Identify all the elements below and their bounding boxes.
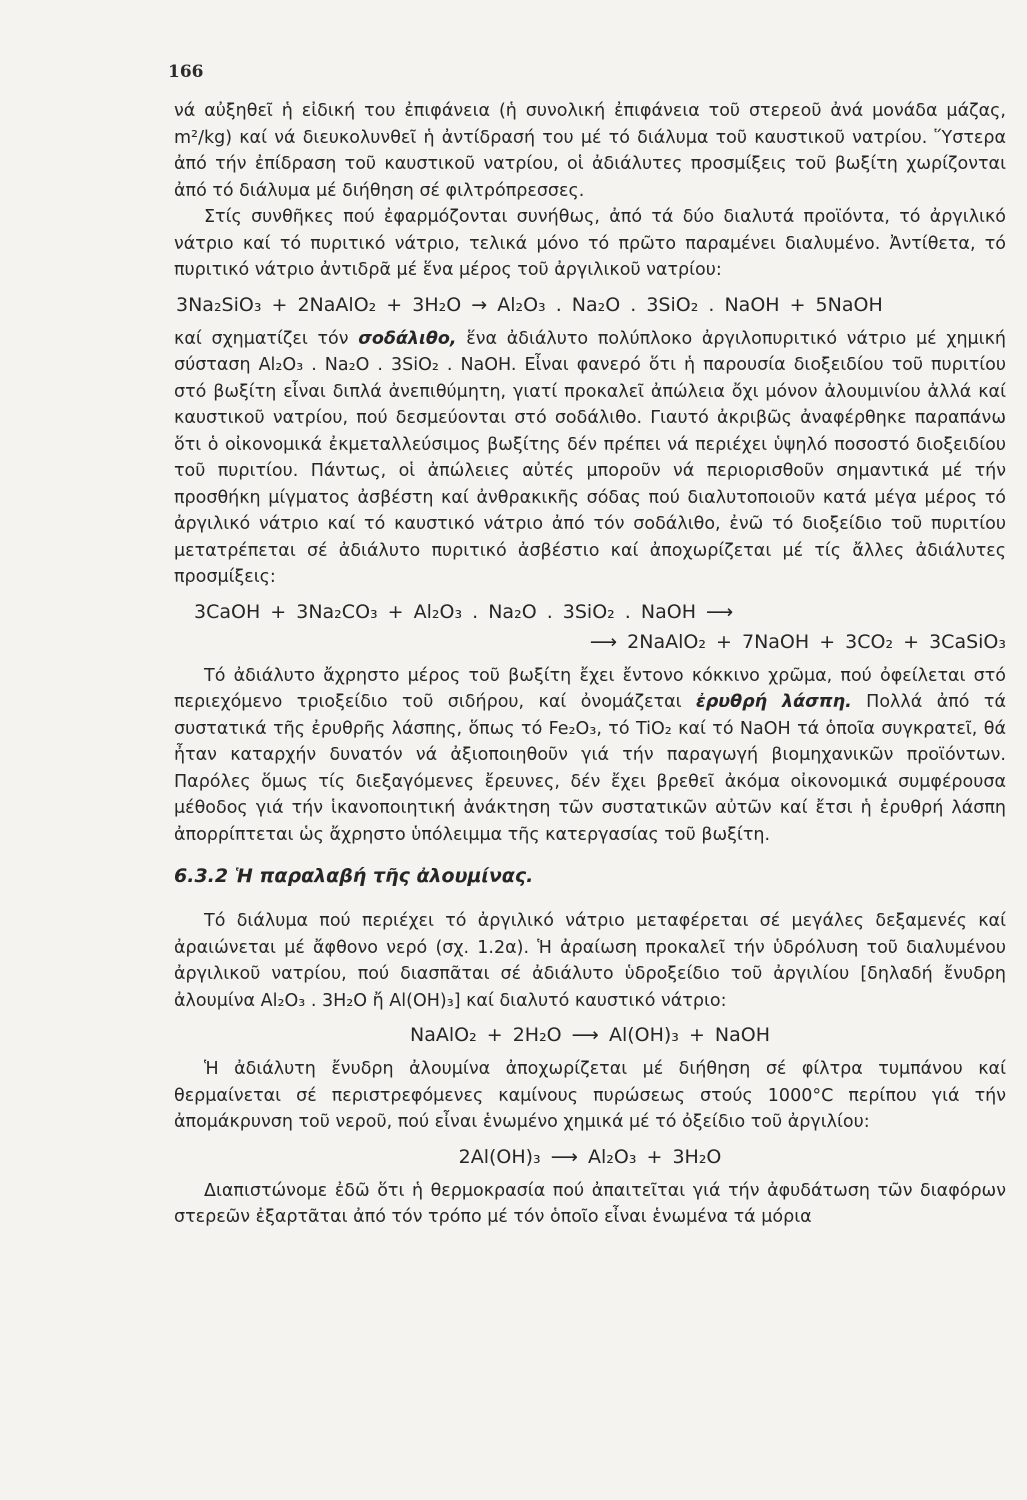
equation-line: 3CaOH + 3Na₂CO₃ + Al₂O₃ . Na₂O . 3SiO₂ . NaOH ⟶ (194, 600, 734, 623)
text-run: Πολλά ἀπό τά συστατικά τῆς ἐρυθρῆς λάσπης, ὅπως τό Fe₂O₃, τό TiO₂ καί τό NaOH τά ὁποῖα συγκρατεῖ, θά ἦταν καταρχήν δυνατόν νά ἀξιοποιηθοῦν γιά τήν παραγωγή βιομηχανικῶν προϊόντων. Παρόλες ὅμως τίς διεξαγόμενες ἔρευνες, δέν ἔχει βρεθεῖ ἀκόμα οἰκονομικά συμφέρουσα μέθοδος γιά τήν ἱκανοποιητική ἀνάκτηση τῶν συστατικῶν αὐτῶν καί ἔτσι ἡ ἐρυθρή λάσπη ἀπορρίπτεται ὡς ἄχρηστο ὑπόλειμμα τῆς κατεργασίας τοῦ βωξίτη. (174, 692, 1006, 845)
paragraph: Τό διάλυμα πού περιέχει τό ἀργιλικό νάτριο μεταφέρεται σέ μεγάλες δεξαμενές καί ἀραιώνεται μέ ἄφθονο νερό (σχ. 1.2α). Ἡ ἀραίωση προκαλεῖ τήν ὑδρόλυση τοῦ διαλυμένου ἀργιλικοῦ νατρίου, πού διασπᾶται σέ ἀδιάλυτο ὑδροξείδιο τοῦ ἀργιλίου [δηλαδή ἔνυδρη ἀλουμίνα Al₂O₃ . 3H₂O ἤ Al(OH)₃] καί διαλυτό καυστικό νάτριο: (174, 911, 1006, 1011)
chemical-equation (174, 1020, 1006, 1050)
equation-line: 2Al(OH)₃ ⟶ Al₂O₃ + 3H₂O (458, 1145, 722, 1168)
chemical-equation (174, 597, 1006, 657)
defined-term: ἐρυθρή λάσπη. (696, 692, 852, 712)
text-run: ἕνα ἀδιάλυτο πολύπλοκο ἀργιλοπυριτικό νάτριο μέ χημική σύσταση Al₂O₃ . Na₂O . 3SiO₂ . NaOH. Εἶναι φανερό ὅτι ἡ παρουσία διοξειδίου τοῦ πυριτίου στό βωξίτη εἶναι διπλά ἀνεπιθύμητη, γιατί προκαλεῖ ἀπώλεια ὄχι μόνον ἀλουμινίου ἀλλά καί καυστικοῦ νατρίου, πού δεσμεύονται στό σοδάλιθο. Γιαυτό ἀκριβῶς ἀναφέρθηκε παραπάνω ὅτι ὁ οἰκονομικά ἐκμεταλλεύσιμος βωξίτης δέν πρέπει νά περιέχει ὑψηλό ποσοστό διοξειδίου τοῦ πυριτίου. Πάντως, οἱ ἀπώλειες αὐτές μποροῦν νά περιορισθοῦν σημαντικά μέ τήν προσθήκη μίγματος ἀσβέστη καί ἀνθρακικῆς σόδας πού διαλυτοποιοῦν κατά μέγα μέρος τό ἀργιλικό νάτριο καί τό καυστικό νάτριο ἀπό τόν σοδάλιθο, ἐνῶ τό διοξείδιο τοῦ πυριτίου μετατρέπεται σέ ἀδιάλυτο πυριτικό ἀσβέστιο καί ἀποχωρίζεται μέ τίς ἄλλες ἀδιάλυτες προσμίξεις: (174, 328, 1006, 587)
section-heading: 6.3.2 Ἡ παραλαβή τῆς ἀλουμίνας. (174, 865, 534, 887)
page-number: 166 (168, 62, 204, 82)
paragraph (174, 326, 1006, 591)
paragraph: Στίς συνθῆκες πού ἐφαρμόζονται συνήθως, ἀπό τά δύο διαλυτά προϊόντα, τό ἀργιλικό νάτριο καί τό πυριτικό νάτριο, τελικά μόνο τό πρῶτο παραμένει διαλυμένο. Ἀντίθετα, τό πυριτικό νάτριο ἀντιδρᾶ μέ ἕνα μέρος τοῦ ἀργιλικοῦ νατρίου: (174, 207, 1006, 280)
chemical-equation (174, 290, 1006, 320)
paragraph: Διαπιστώνομε ἐδῶ ὅτι ἡ θερμοκρασία πού ἀπαιτεῖται γιά τήν ἀφυδάτωση τῶν διαφόρων στερεῶν ἐξαρτᾶται ἀπό τόν τρόπο μέ τόν ὁποῖο εἶναι ἑνωμένα τά μόρια (174, 1180, 1006, 1227)
paragraph: νά αὐξηθεῖ ἡ εἰδική του ἐπιφάνεια (ἡ συνολική ἐπιφάνεια τοῦ στερεοῦ ἀνά μονάδα μάζας, m²/kg) καί νά διευκολυνθεῖ ἡ ἀντίδρασή του μέ τό διάλυμα τοῦ καυστικοῦ νατρίου. Ὕστερα ἀπό τήν ἐπίδραση τοῦ καυστικοῦ νατρίου, οἱ ἀδιάλυτες προσμίξεις τοῦ βωξίτη χωρίζονται ἀπό τό διάλυμα μέ διήθηση σέ φιλτρόπρεσσες. (174, 101, 1006, 201)
defined-term: σοδάλιθο, (358, 328, 457, 349)
chemical-equation (174, 1142, 1006, 1172)
paragraph (174, 663, 1006, 849)
equation-line: 3Na₂SiO₃ + 2NaAlO₂ + 3H₂O → Al₂O₃ . Na₂O . 3SiO₂ . NaOH + 5NaOH (176, 293, 883, 316)
text-run: καί σχηματίζει τόν (174, 328, 359, 349)
page-body (174, 98, 1006, 1231)
equation-line: ⟶ 2NaAlO₂ + 7NaOH + 3CO₂ + 3CaSiO₃ (589, 630, 1006, 653)
paragraph: Ἡ ἀδιάλυτη ἔνυδρη ἀλουμίνα ἀποχωρίζεται μέ διήθηση σέ φίλτρα τυμπάνου καί θερμαίνεται σέ περιστρεφόμενες καμίνους πυρώσεως στούς 1000°C περίπου γιά τήν ἀπομάκρυνση τοῦ νεροῦ, πού εἶναι ἑνωμένο χημικά μέ τό ὀξείδιο τοῦ ἀργιλίου: (174, 1059, 1006, 1132)
equation-line: NaAlO₂ + 2H₂O ⟶ Al(OH)₃ + NaOH (409, 1024, 771, 1046)
text-run: Τό ἀδιάλυτο ἄχρηστο μέρος τοῦ βωξίτη ἔχει ἔντονο κόκκινο χρῶμα, πού ὀφείλεται στό περιεχόμενο τριοξείδιο τοῦ σιδήρου, καί ὀνομάζεται (174, 665, 1006, 712)
